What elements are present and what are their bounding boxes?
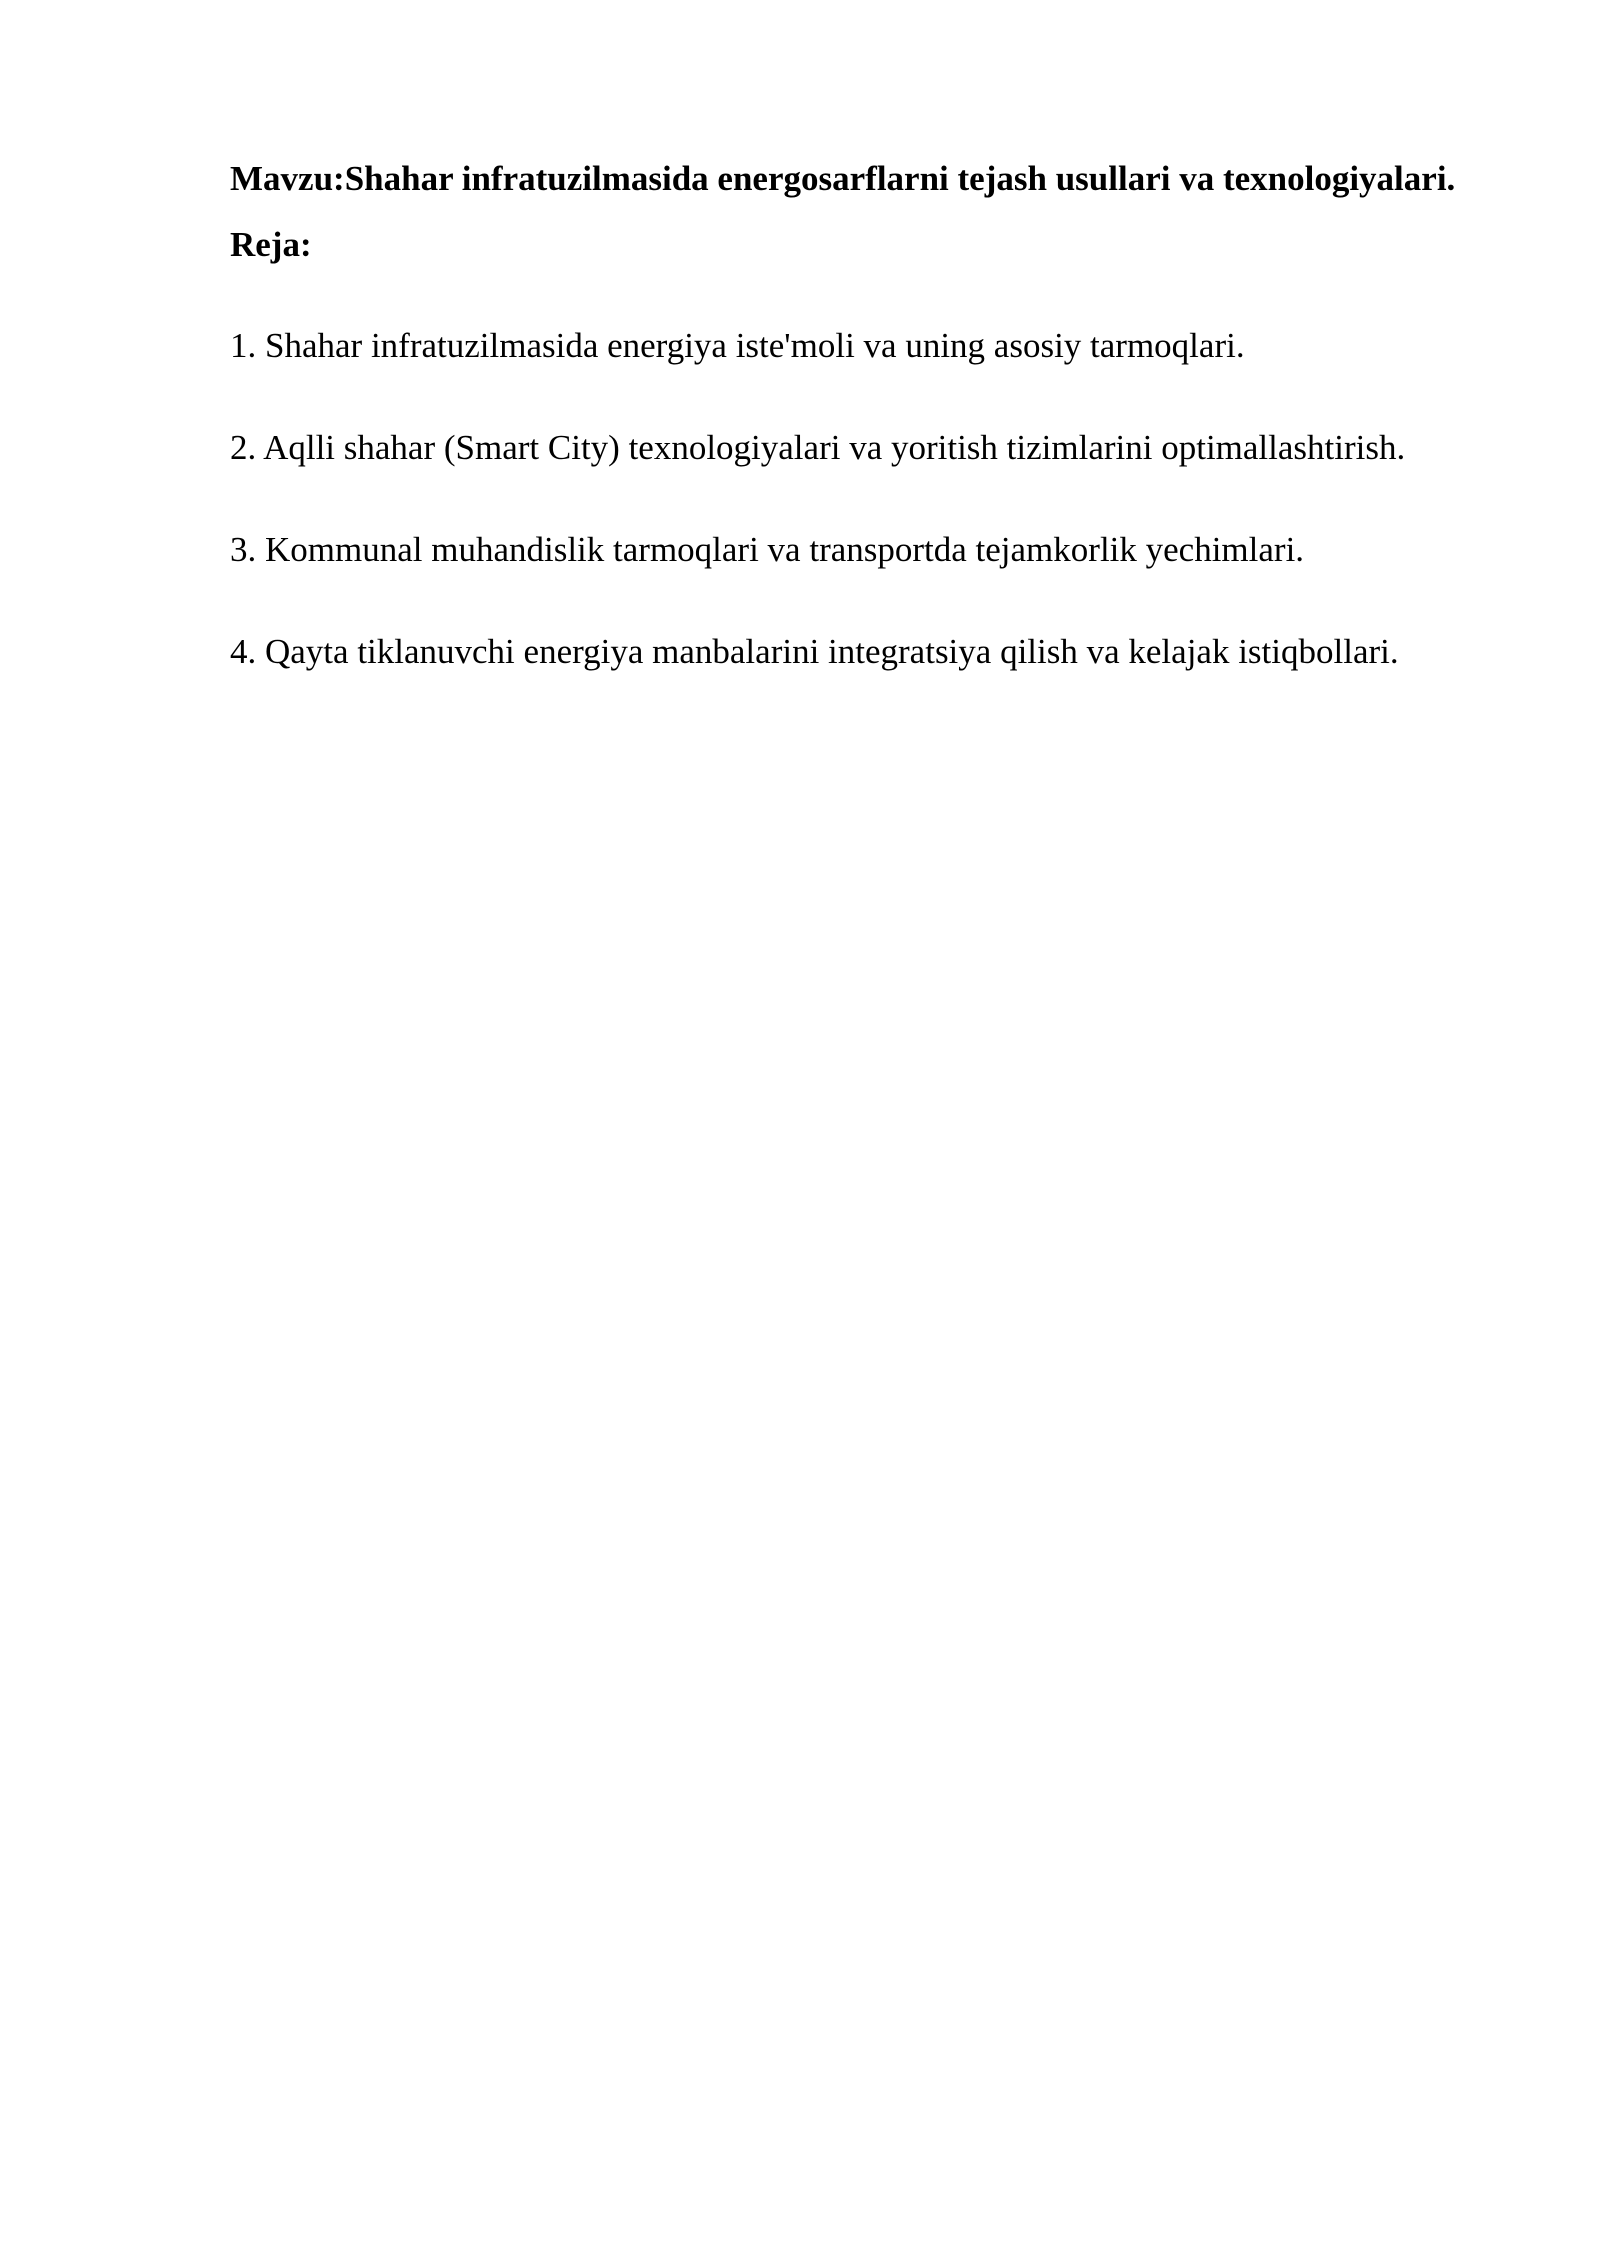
document-body [230, 146, 1495, 721]
topic-title: Mavzu:Shahar infratuzilmasida energosarflarni tejash usullari va texnologiyalari. [230, 159, 1456, 198]
plan-item-1: 1. Shahar infratuzilmasida energiya iste'moli va uning asosiy tarmoqlari. [230, 326, 1245, 365]
plan-item-2: 2. Aqlli shahar (Smart City) texnologiyalari va yoritish tizimlarini optimallashtirish. [230, 428, 1406, 467]
plan-item-3: 3. Kommunal muhandislik tarmoqlari va transportda tejamkorlik yechimlari. [230, 530, 1305, 569]
plan-heading: Reja: [230, 225, 312, 264]
plan-item-4: 4. Qayta tiklanuvchi energiya manbalarini integratsiya qilish va kelajak istiqbollari. [230, 632, 1399, 671]
plan-list [230, 313, 1495, 685]
